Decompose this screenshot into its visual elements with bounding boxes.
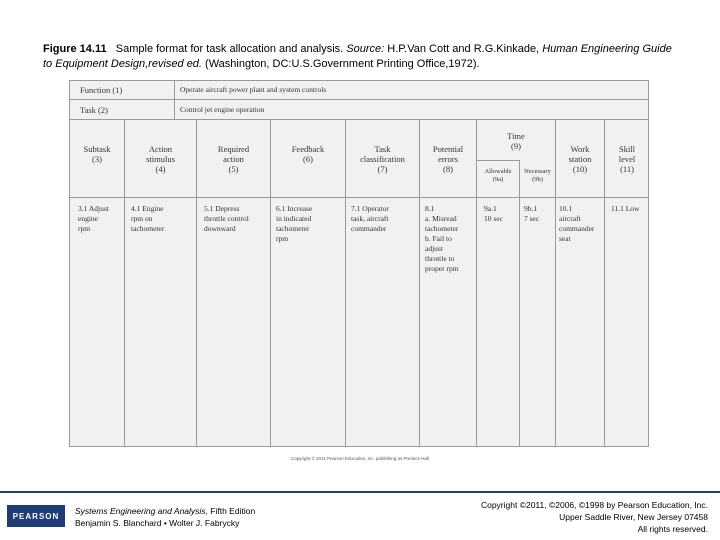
row-potential-errors: 8.1 a. Misread tachometer b. Fail to adjust throttle to proper rpm [425,204,459,273]
row-feedback: 6.1 Increase in indicated tachometer rpm [276,204,313,243]
row-action-stimulus: 4.1 Engine rpm on tachometer [131,204,165,233]
figure-caption [43,42,683,72]
row-time-necessary: 9b.1 7 sec [524,204,540,223]
caption-source-label: Source: [346,43,385,55]
footer-copyright-line2: Upper Saddle River, New Jersey 07458 [559,512,708,522]
footer-authors: Benjamin S. Blanchard • Wolter J. Fabrycky [75,518,240,528]
footer-book-info [75,505,255,529]
function-value: Operate aircraft power plant and system controls [180,85,327,94]
footer-copyright [481,499,708,535]
header-time-necessary: Necessary (9b) [524,168,551,183]
caption-publisher: (Washington, DC:U.S.Government Printing Office,1972). [205,58,480,70]
footer-copyright-line3: All rights reserved. [637,524,708,534]
footer-book-edition: Fifth Edition [207,506,256,516]
row-subtask: 3.1 Adjust engine rpm [78,204,109,233]
pearson-logo: PEARSON [7,505,65,527]
header-required-action: Required action (5) [217,144,250,174]
header-potential-errors: Potential errors (8) [432,144,464,174]
header-skill-level: Skill level (11) [618,144,636,174]
footer-copyright-line1: Copyright ©2011, ©2006, ©1998 by Pearson Education, Inc. [480,500,708,510]
task-label: Task (2) [80,105,108,115]
caption-book-title: Human Engineering Guide to Equipment Design,revised ed. [43,43,672,70]
function-label: Function (1) [80,85,123,95]
header-subtask: Subtask (3) [83,144,111,164]
header-feedback: Feedback (6) [291,144,325,164]
task-analysis-table [69,80,649,447]
row-work-station: 10.1 aircraft commander seat [559,204,595,243]
header-task-classification: Task classification (7) [360,144,405,174]
header-work-station: Work station (10) [568,144,592,174]
row-skill-level: 11.1 Low [611,204,640,213]
header-time-allowable: Allowable (9a) [484,168,512,183]
header-time: Time (9) [507,131,525,151]
caption-authors: H.P.Van Cott and R.G.Kinkade, [387,43,540,55]
header-action-stimulus: Action stimulus (4) [146,144,175,174]
footer-book-title: Systems Engineering and Analysis, [75,506,208,516]
figure-label: Figure 14.11 [43,43,107,55]
row-task-classification: 7.1 Operator task, aircraft commander [351,204,389,233]
figure-copyright: Copyright © 2011 Pearson Education, Inc. publishing as Prentice Hall [290,456,430,461]
footer-divider [0,491,720,493]
row-required-action: 5.1 Depress throttle control downward [204,204,249,233]
task-value: Control jet engine operation [180,105,265,114]
row-time-allowable: 9a.1 10 sec [484,204,503,223]
caption-text: Sample format for task allocation and analysis. [115,43,344,55]
